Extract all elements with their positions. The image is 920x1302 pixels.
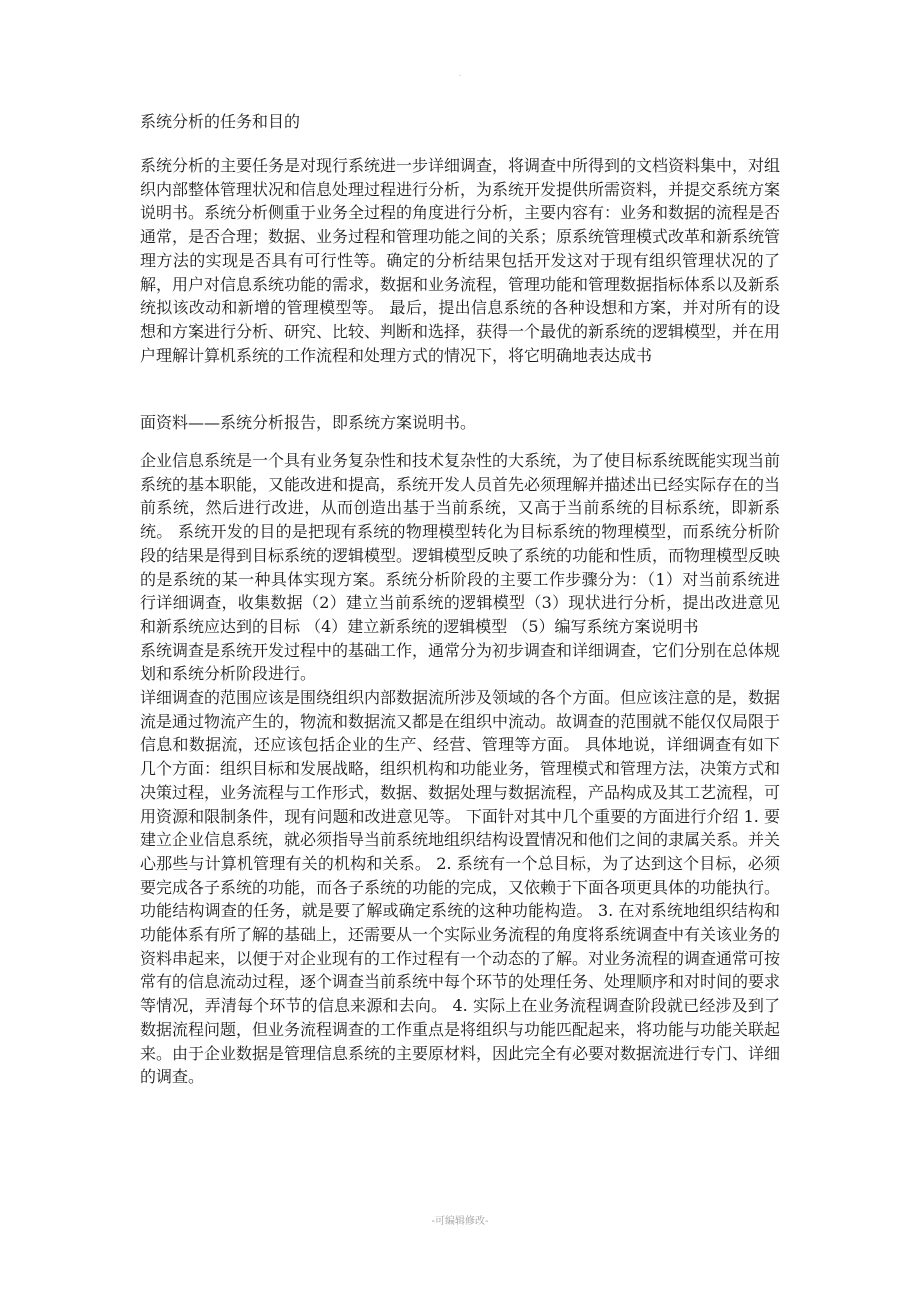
- paragraph-2: 面资料——系统分析报告，即系统方案说明书。: [140, 413, 477, 432]
- paragraph-2-block: [140, 411, 780, 435]
- body-block: [140, 449, 780, 1089]
- document-title: 系统分析的任务和目的: [140, 112, 301, 131]
- footer-text: -可编辑修改-: [431, 1216, 489, 1227]
- paragraph-3: 企业信息系统是一个具有业务复杂性和技术复杂性的大系统，为了使目标系统既能实现当前系统的基本职能，又能改进和提高，系统开发人员首先必须理解并描述出已经实际存在的当前系统，然后进行改进，从而创造出基于当前系统，又高于当前系统的目标系统，即新系统。 系统开发的目的是把现有系统的物理模型转化为目标系统的物理模型，而系统分析阶段的结果是得到目标系统的逻辑模型。逻辑模型反映了系统的功能和性质，而物理模型反映的是系统的某一种具体实现方案。系统分析阶段的主要工作步骤分为：（1）对当前系统进行详细调查，收集数据（2）建立当前系统的逻辑模型（3）现状进行分析，提出改进意见和新系统应达到的目标 （4）建立新系统的逻辑模型 （5）编写系统方案说明书: [140, 451, 781, 636]
- header-mark: .: [458, 68, 462, 79]
- paragraph-5: 详细调查的范围应该是围绕组织内部数据流所涉及领域的各个方面。但应该注意的是，数据流是通过物流产生的，物流和数据流又都是在组织中流动。故调查的范围就不能仅仅局限于信息和数据流，还应该包括企业的生产、经营、管理等方面。 具体地说，详细调查有如下几个方面：组织目标和发展战略，组织机构和功能业务，管理模式和管理方法，决策方式和决策过程，业务流程与工作形式，数据、数据处理与数据流程，产品构成及其工艺流程，可用资源和限制条件，现有问题和改进意见等。 下面针对其中几个重要的方面进行介绍 1. 要建立企业信息系统，就必须指导当前系统地组织结构设置情况和他们之间的隶属关系。并关心那些与计算机管理有关的机构和关系。 2. 系统有一个总目标，为了达到这个目标，必须要完成各子系统的功能，而各子系统的功能的完成，又依赖于下面各项更具体的功能执行。功能结构调查的任务，就是要了解或确定系统的这种功能构造。 3. 在对系统地组织结构和功能体系有所了解的基础上，还需要从一个实际业务流程的角度将系统调查中有关该业务的资料串起来，以便于对企业现有的工作过程有一个动态的了解。对业务流程的调查通常可按常有的信息流动过程，逐个调查当前系统中每个环节的处理任务、处理顺序和对时间的要求等情况，弄清每个环节的信息来源和去向。 4. 实际上在业务流程调查阶段就已经涉及到了数据流程问题，但业务流程调查的工作重点是将组织与功能匹配起来，将功能与功能关联起来。由于企业数据是管理信息系统的主要原材料，因此完全有必要对数据流进行专门、详细的调查。: [140, 688, 781, 1087]
- paragraph-1-block: [140, 154, 780, 367]
- paragraph-1: 系统分析的主要任务是对现行系统进一步详细调查，将调查中所得到的文档资料集中，对组织内部整体管理状况和信息处理过程进行分析，为系统开发提供所需资料，并提交系统方案说明书。系统分析侧重于业务全过程的角度进行分析，主要内容有：业务和数据的流程是否通常，是否合理；数据、业务过程和管理功能之间的关系；原系统管理模式改革和新系统管理方法的实现是否具有可行性等。确定的分析结果包括开发这对于现有组织管理状况的了解，用户对信息系统功能的需求，数据和业务流程，管理功能和管理数据指标体系以及新系统拟该改动和新增的管理模型等。 最后，提出信息系统的各种设想和方案，并对所有的设想和方案进行分析、研究、比较、判断和选择，获得一个最优的新系统的逻辑模型，并在用户理解计算机系统的工作流程和处理方式的情况下，将它明确地表达成书: [140, 156, 781, 365]
- paragraph-4: 系统调查是系统开发过程中的基础工作，通常分为初步调查和详细调查，它们分别在总体规划和系统分析阶段进行。: [140, 640, 781, 684]
